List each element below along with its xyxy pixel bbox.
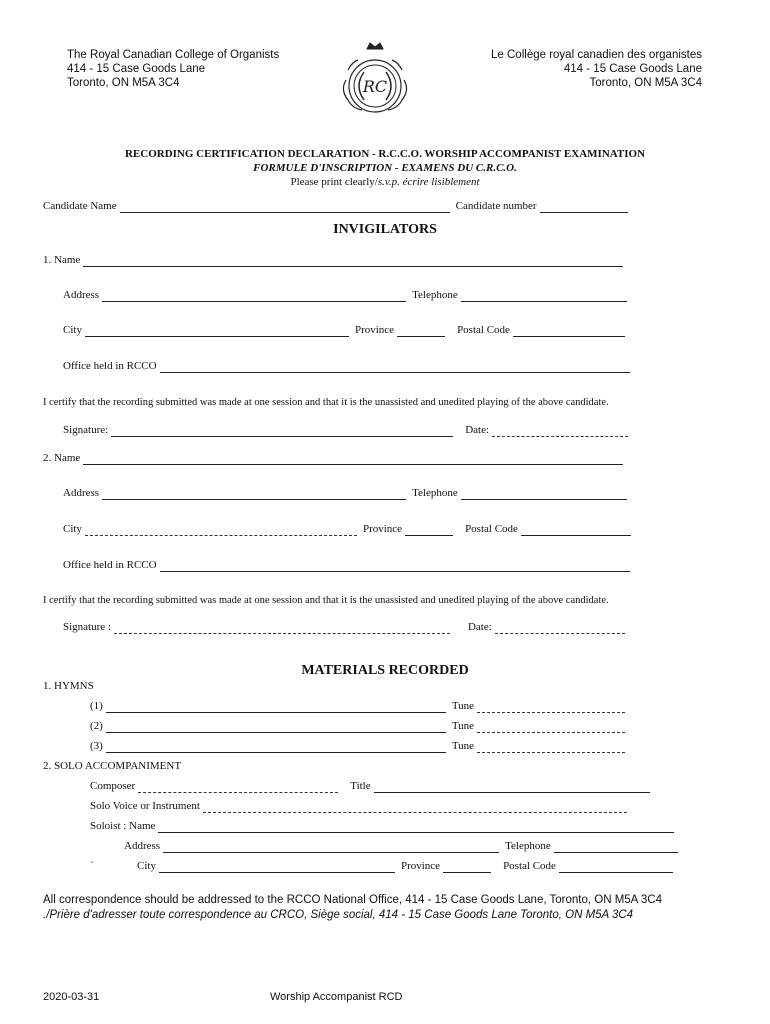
candidate-name-field[interactable]: [120, 201, 450, 213]
soloist-name-label: Soloist : Name: [90, 820, 156, 832]
soloist-telephone-label: Telephone: [505, 840, 551, 852]
hymn-2-number: (2): [90, 720, 103, 732]
svg-text:RC: RC: [362, 77, 388, 96]
hymn-3-field[interactable]: [106, 741, 446, 753]
invigilator-1-name-row: [43, 254, 623, 267]
invigilator-1-office-row: [63, 360, 630, 373]
invigilator-1-telephone-label: Telephone: [412, 289, 458, 301]
form-title: RECORDING CERTIFICATION DECLARATION - R.C.C.O. WORSHIP ACCOMPANIST EXAMINATION: [124, 148, 646, 160]
hymn-2-tune-label: Tune: [451, 720, 475, 732]
invigilator-2-office-row: [63, 559, 630, 572]
invigilator-1-certify-text: I certify that the recording submitted was made at one session and that it is the unassisted and unedited playing of the above candidate.: [43, 397, 609, 408]
hymns-label: 1. HYMNS: [43, 680, 94, 692]
invigilator-2-name-row: [43, 452, 623, 465]
invigilator-1-province-label: Province: [354, 324, 395, 336]
invigilator-1-name-label: 1. Name: [43, 254, 81, 266]
invigilator-1-postal-label: Postal Code: [457, 324, 510, 336]
invigilator-2-name-field[interactable]: [83, 453, 623, 465]
invigilator-1-address-field[interactable]: [102, 290, 406, 302]
invigilator-1-date-field[interactable]: [492, 425, 628, 437]
composer-label: Composer: [90, 780, 136, 792]
soloist-province-label: Province: [400, 860, 441, 872]
org-city-fr: Toronto, ON M5A 3C4: [589, 77, 702, 89]
invigilator-1-signature-field[interactable]: [111, 425, 453, 437]
candidate-number-label: Candidate number: [455, 200, 537, 212]
solo-label-row: [43, 760, 181, 773]
invigilator-1-office-label: Office held in RCCO: [63, 360, 157, 372]
invigilator-1-signature-row: [63, 424, 628, 437]
hymn-1-tune-field[interactable]: [477, 701, 625, 713]
solo-voice-field[interactable]: [203, 801, 627, 813]
invigilator-2-telephone-label: Telephone: [412, 487, 458, 499]
invigilator-1-address-label: Address: [63, 289, 100, 301]
correspondence-note-en: All correspondence should be addressed to the RCCO National Office, 414 - 15 Case Goods Lane, Toronto, ON M5A 3C4: [43, 894, 663, 906]
soloist-address-label: Address: [124, 840, 161, 852]
invigilator-2-postal-field[interactable]: [521, 524, 631, 536]
soloist-address-field[interactable]: [163, 841, 499, 853]
correspondence-note: [43, 893, 662, 923]
invigilator-2-telephone-field[interactable]: [461, 488, 627, 500]
org-street-fr: 414 - 15 Case Goods Lane: [563, 63, 702, 75]
invigilator-1-address-row: [63, 289, 627, 302]
invigilator-1-signature-label: Signature:: [63, 424, 109, 436]
invigilator-2-name-label: 2. Name: [43, 452, 81, 464]
hymn-1-number: (1): [90, 700, 103, 712]
soloist-city-label: City: [137, 860, 156, 872]
composer-row: [90, 780, 650, 793]
solo-voice-label: Solo Voice or Instrument: [90, 800, 200, 812]
invigilator-2-office-label: Office held in RCCO: [63, 559, 157, 571]
invigilator-2-certify-text: I certify that the recording submitted was made at one session and that it is the unassisted and unedited playing of the above candidate.: [43, 595, 609, 606]
invigilator-2-province-field[interactable]: [405, 524, 453, 536]
hymn-2-row: [90, 720, 625, 733]
soloist-postal-label: Postal Code: [503, 860, 556, 872]
invigilator-2-city-label: City: [63, 523, 82, 535]
org-name-en: The Royal Canadian College of Organists: [67, 49, 280, 61]
soloist-city-row: [90, 860, 673, 873]
org-name-fr: Le Collège royal canadien des organistes: [491, 49, 702, 61]
org-city-en: Toronto, ON M5A 3C4: [67, 77, 180, 89]
invigilator-2-signature-field[interactable]: [114, 622, 450, 634]
invigilator-1-name-field[interactable]: [83, 255, 623, 267]
hymn-3-tune-label: Tune: [451, 740, 475, 752]
invigilator-2-date-label: Date:: [467, 621, 492, 633]
invigilator-2-signature-label: Signature :: [63, 621, 111, 633]
soloist-telephone-field[interactable]: [554, 841, 678, 853]
form-name: Worship Accompanist RCD: [270, 991, 403, 1003]
correspondence-note-fr: ./Prière d'adresser toute correspondence au CRCO, Siège social, 414 - 15 Case Goods Lane Toronto, ON M5A 3C4: [43, 909, 634, 921]
hymn-1-row: [90, 700, 625, 713]
invigilator-1-date-label: Date:: [465, 424, 490, 436]
invigilator-2-city-field[interactable]: [85, 524, 357, 536]
invigilator-1-postal-field[interactable]: [513, 325, 625, 337]
invigilator-1-province-field[interactable]: [397, 325, 445, 337]
soloist-city-field[interactable]: [159, 861, 395, 873]
soloist-name-field[interactable]: [158, 821, 674, 833]
materials-heading: MATERIALS RECORDED: [301, 663, 469, 678]
hymn-3-row: [90, 740, 625, 753]
org-street-en: 414 - 15 Case Goods Lane: [67, 63, 206, 75]
invigilator-1-city-field[interactable]: [85, 325, 349, 337]
title-label: Title: [350, 780, 371, 792]
soloist-name-row: [90, 820, 674, 833]
solo-voice-row: [90, 800, 627, 813]
hymn-1-field[interactable]: [106, 701, 446, 713]
candidate-row: [43, 200, 628, 213]
invigilator-2-postal-label: Postal Code: [465, 523, 518, 535]
form-title-block: [0, 147, 770, 189]
invigilator-1-city-row: [63, 324, 625, 337]
hymn-1-tune-label: Tune: [451, 700, 475, 712]
header-left-address: [67, 48, 279, 90]
rcco-crest-logo: [334, 40, 416, 122]
invigilator-2-signature-row: [63, 621, 625, 634]
form-subtitle: FORMULE D'INSCRIPTION - EXAMENS DU C.R.C.O.: [253, 162, 517, 174]
invigilators-heading: INVIGILATORS: [333, 222, 437, 237]
invigilator-2-address-field[interactable]: [102, 488, 406, 500]
hymns-label-row: [43, 680, 94, 693]
hymn-3-number: (3): [90, 740, 103, 752]
header-right-address: [491, 48, 702, 90]
candidate-number-field[interactable]: [540, 201, 628, 213]
invigilator-1-office-field[interactable]: [160, 361, 630, 373]
hymn-2-tune-field[interactable]: [477, 721, 625, 733]
solo-accompaniment-label: 2. SOLO ACCOMPANIMENT: [43, 760, 182, 772]
invigilator-2-address-row: [63, 487, 627, 500]
soloist-province-field[interactable]: [443, 861, 491, 873]
soloist-postal-field[interactable]: [559, 861, 673, 873]
title-field[interactable]: [374, 781, 650, 793]
print-instruction: Please print clearly/s.v.p. écrire lisiblement: [290, 176, 480, 188]
invigilator-2-date-field[interactable]: [495, 622, 625, 634]
invigilator-2-office-field[interactable]: [160, 560, 630, 572]
invigilator-2-province-label: Province: [362, 523, 403, 535]
hymn-3-tune-field[interactable]: [477, 741, 625, 753]
soloist-address-row: [124, 840, 678, 853]
composer-field[interactable]: [138, 781, 338, 793]
invigilator-1-city-label: City: [63, 324, 82, 336]
hymn-2-field[interactable]: [106, 721, 446, 733]
invigilator-1-telephone-field[interactable]: [461, 290, 627, 302]
revision-date: 2020-03-31: [43, 991, 100, 1003]
invigilator-2-address-label: Address: [63, 487, 100, 499]
candidate-name-label: Candidate Name: [43, 200, 117, 212]
invigilator-2-city-row: [63, 523, 631, 536]
stray-tick-mark: `: [90, 860, 94, 872]
